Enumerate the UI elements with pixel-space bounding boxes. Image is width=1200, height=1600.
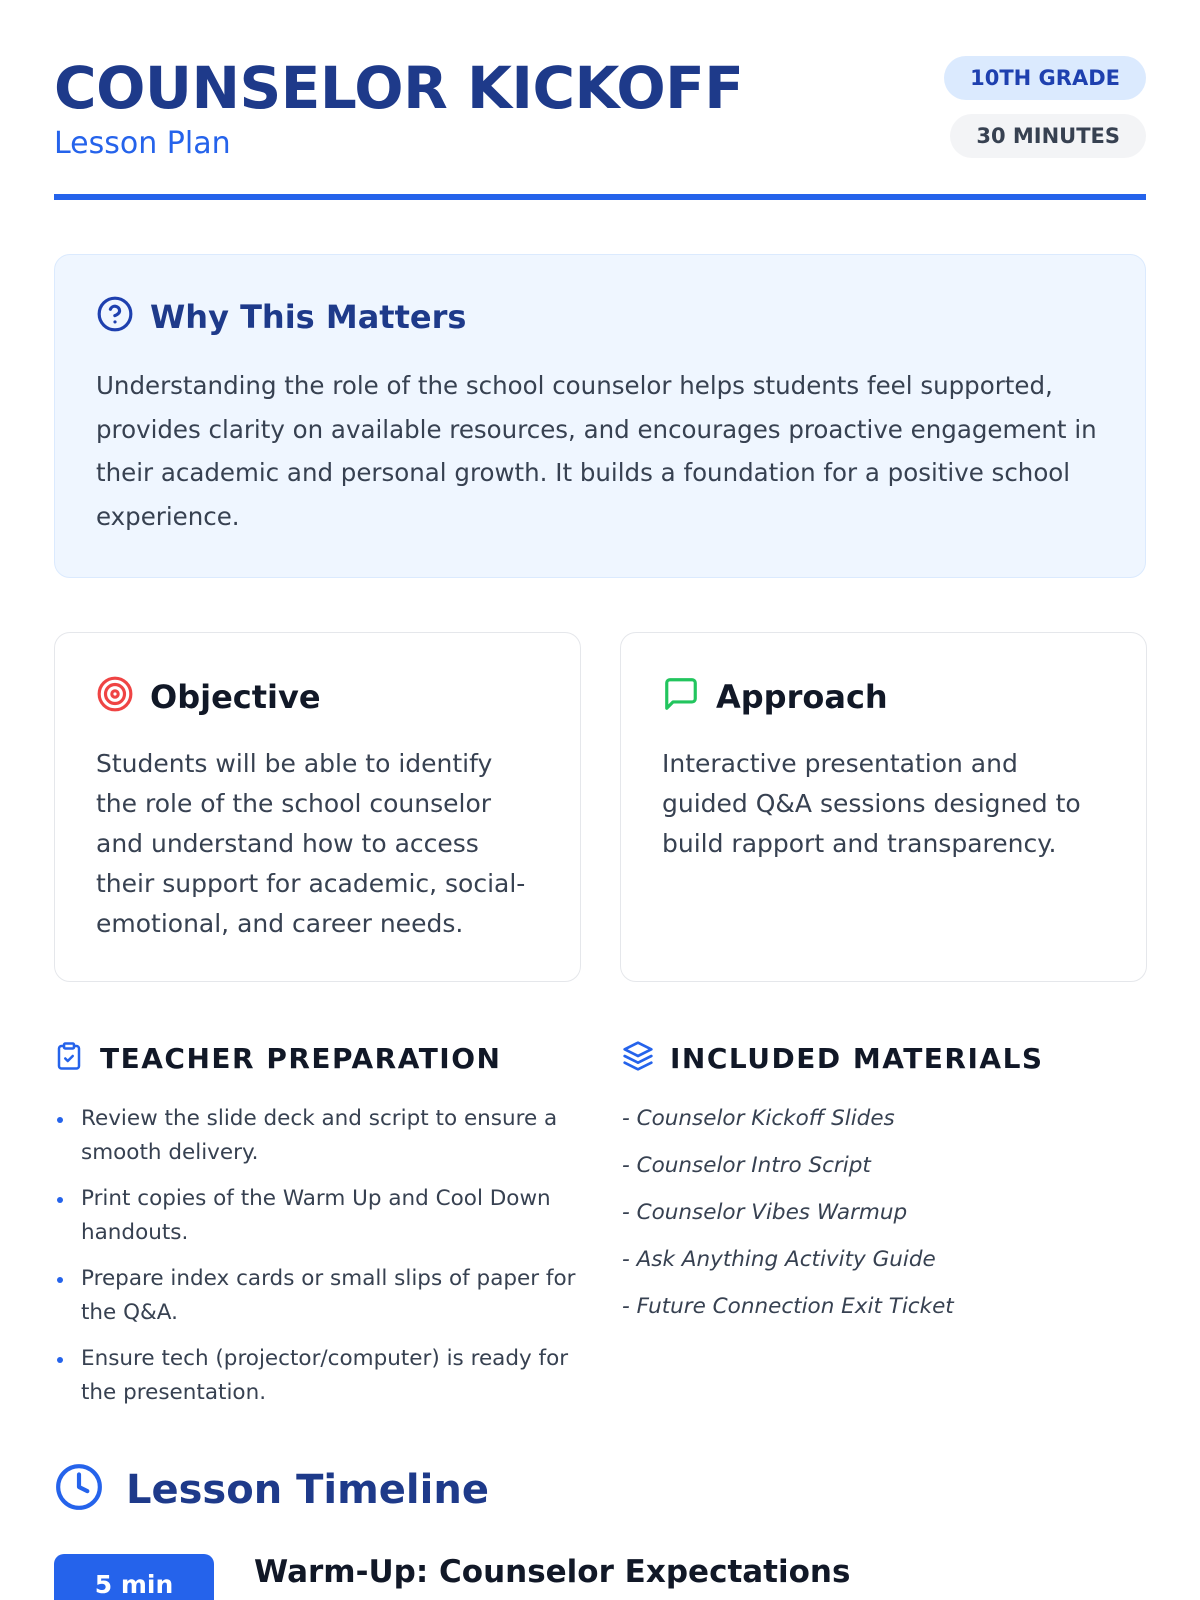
message-square-icon [662,675,700,718]
list-item: Ensure tech (projector/computer) is ready for the presentation. [54,1342,584,1409]
list-item: - Counselor Vibes Warmup [622,1200,908,1225]
page-title: COUNSELOR KICKOFF [54,54,744,122]
objective-title: Objective [150,677,321,716]
step-duration-badge: 5 min [54,1554,214,1600]
preparation-title: TEACHER PREPARATION [100,1041,502,1075]
why-body: Understanding the role of the school counselor helps students feel supported, provides clarity on available resources, and encourages proactive engagement in their academic and personal growth. It builds a foundation for a positive school experience. [96,371,1097,531]
objective-body: Students will be able to identify the role of the school counselor and understand how to access their support for academic, social-emotional, and career needs. [96,749,526,938]
list-item: Print copies of the Warm Up and Cool Down handouts. [54,1182,584,1249]
grade-badge: 10TH GRADE [944,56,1146,100]
list-item: Review the slide deck and script to ensure a smooth delivery. [54,1102,584,1169]
approach-card [620,632,1147,982]
timeline-step [54,1554,1146,1600]
header-divider [54,194,1146,200]
layers-icon [622,1040,654,1077]
materials-list [622,1106,1152,1320]
preparation-list [54,1102,584,1409]
clipboard-check-icon [54,1039,84,1078]
list-item: - Counselor Kickoff Slides [622,1106,895,1131]
page-subtitle: Lesson Plan [54,126,231,161]
list-item: - Counselor Intro Script [622,1153,871,1178]
list-item: - Ask Anything Activity Guide [622,1247,936,1272]
clock-icon [54,1462,104,1517]
materials-title: INCLUDED MATERIALS [670,1041,1044,1075]
timeline-title: Lesson Timeline [126,1466,489,1513]
why-this-matters-panel [54,254,1146,578]
list-item: - Future Connection Exit Ticket [622,1294,954,1319]
target-icon [96,675,134,718]
objective-card [54,632,581,982]
approach-title: Approach [716,677,888,716]
question-circle-icon [96,295,134,338]
step-title: Warm-Up: Counselor Expectations [254,1554,851,1590]
list-item: Prepare index cards or small slips of paper for the Q&A. [54,1262,584,1329]
approach-body: Interactive presentation and guided Q&A sessions designed to build rapport and transparency. [662,749,1081,858]
lesson-timeline-header [54,1462,489,1517]
page-header [54,56,1146,202]
included-materials-section [622,1040,1152,1341]
duration-badge: 30 MINUTES [950,114,1146,158]
why-title: Why This Matters [150,297,467,336]
teacher-preparation-section [54,1040,584,1422]
